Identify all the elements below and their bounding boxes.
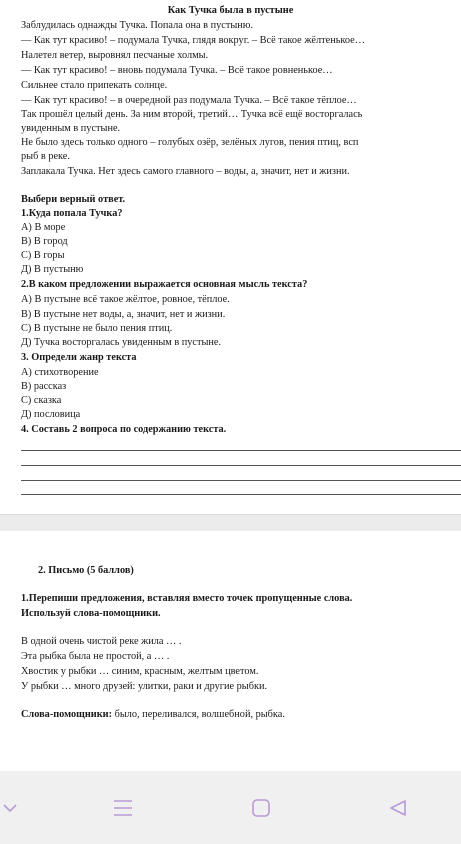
story-line: Налетел ветер, выровнял песчаные холмы. <box>21 50 209 61</box>
answer-line <box>21 450 461 451</box>
android-navigation-bar <box>0 771 461 844</box>
exercise-sentence: В одной очень чистой реке жила … . <box>21 636 182 647</box>
answer-option: А) В море <box>21 222 66 233</box>
exercise-sentence: Эта рыбка была не простой, а … . <box>21 651 170 662</box>
answer-option: С) В пустыне не было пения птиц. <box>21 323 173 334</box>
answer-option: А) стихотворение <box>21 367 99 378</box>
answer-line <box>21 465 461 466</box>
chevron-down-icon[interactable] <box>0 793 25 823</box>
story-line: — Как тут красиво! – подумала Тучка, глядя вокруг. – Всё такое жёлтенькое… <box>21 35 366 46</box>
answer-option: Д) Тучка восторгалась увиденным в пустыне. <box>21 337 222 348</box>
answer-option: А) В пустыне всё такое жёлтое, ровное, тёплое. <box>21 294 230 305</box>
helper-words-label: Слова-помощники: <box>21 709 113 720</box>
menu-icon[interactable] <box>108 793 138 823</box>
story-line: Сильнее стало припекать солнце. <box>21 80 168 91</box>
exercise-sentence: У рыбки … много друзей: улитки, раки и другие рыбки. <box>21 681 268 692</box>
worksheet-page-2 <box>0 531 461 771</box>
question-2: 2.В каком предложении выражается основная мысль текста? <box>21 279 308 290</box>
answer-option: С) сказка <box>21 395 62 406</box>
story-line: Так прошёл целый день. За ним второй, третий… Тучка всё ещё восторгалась <box>21 109 363 120</box>
section-heading: 2. Письмо (5 баллов) <box>38 565 134 576</box>
question-4: 4. Составь 2 вопроса по содержанию текста. <box>21 424 227 435</box>
instruction: Выбери верный ответ. <box>21 194 126 205</box>
story-line: Не было здесь только одного – голубых озёр, зелёных лугов, пения птиц, всп <box>21 137 359 148</box>
question-1: 1.Куда попала Тучка? <box>21 208 123 219</box>
helper-words-list: было, переливался, волшебной, рыбка. <box>112 709 285 720</box>
task-instruction: Используй слова-помощники. <box>21 608 161 619</box>
story-line: — Как тут красиво! – вновь подумала Тучка. – Всё такое ровненькое… <box>21 65 333 76</box>
answer-option: Д) пословица <box>21 409 81 420</box>
home-icon[interactable] <box>246 793 276 823</box>
answer-option: В) рассказ <box>21 381 67 392</box>
answer-option: С) В горы <box>21 250 65 261</box>
story-title: Как Тучка была в пустыне <box>167 5 294 16</box>
answer-option: Д) В пустыню <box>21 264 84 275</box>
task-instruction: 1.Перепиши предложения, вставляя вместо точек пропущенные слова. <box>21 593 353 604</box>
story-line: Заплакала Тучка. Нет здесь самого главного – воды, а, значит, нет и жизни. <box>21 166 350 177</box>
helper-words <box>21 708 285 721</box>
story-line: рыб в реке. <box>21 151 70 162</box>
page-separator <box>0 514 461 532</box>
story-line: увиденным в пустыне. <box>21 123 121 134</box>
exercise-sentence: Хвостик у рыбки … синим, красным, желтым цветом. <box>21 666 259 677</box>
back-icon[interactable] <box>383 793 413 823</box>
question-3: 3. Определи жанр текста <box>21 352 137 363</box>
answer-line <box>21 480 461 481</box>
answer-line <box>21 494 461 495</box>
answer-option: В) В город <box>21 236 68 247</box>
answer-option: В) В пустыне нет воды, а, значит, нет и жизни. <box>21 309 226 320</box>
story-line: Заблудилась однажды Тучка. Попала она в пустыню. <box>21 20 254 31</box>
story-line: — Как тут красиво! – в очередной раз подумала Тучка. – Всё такое тёплое… <box>21 95 357 106</box>
